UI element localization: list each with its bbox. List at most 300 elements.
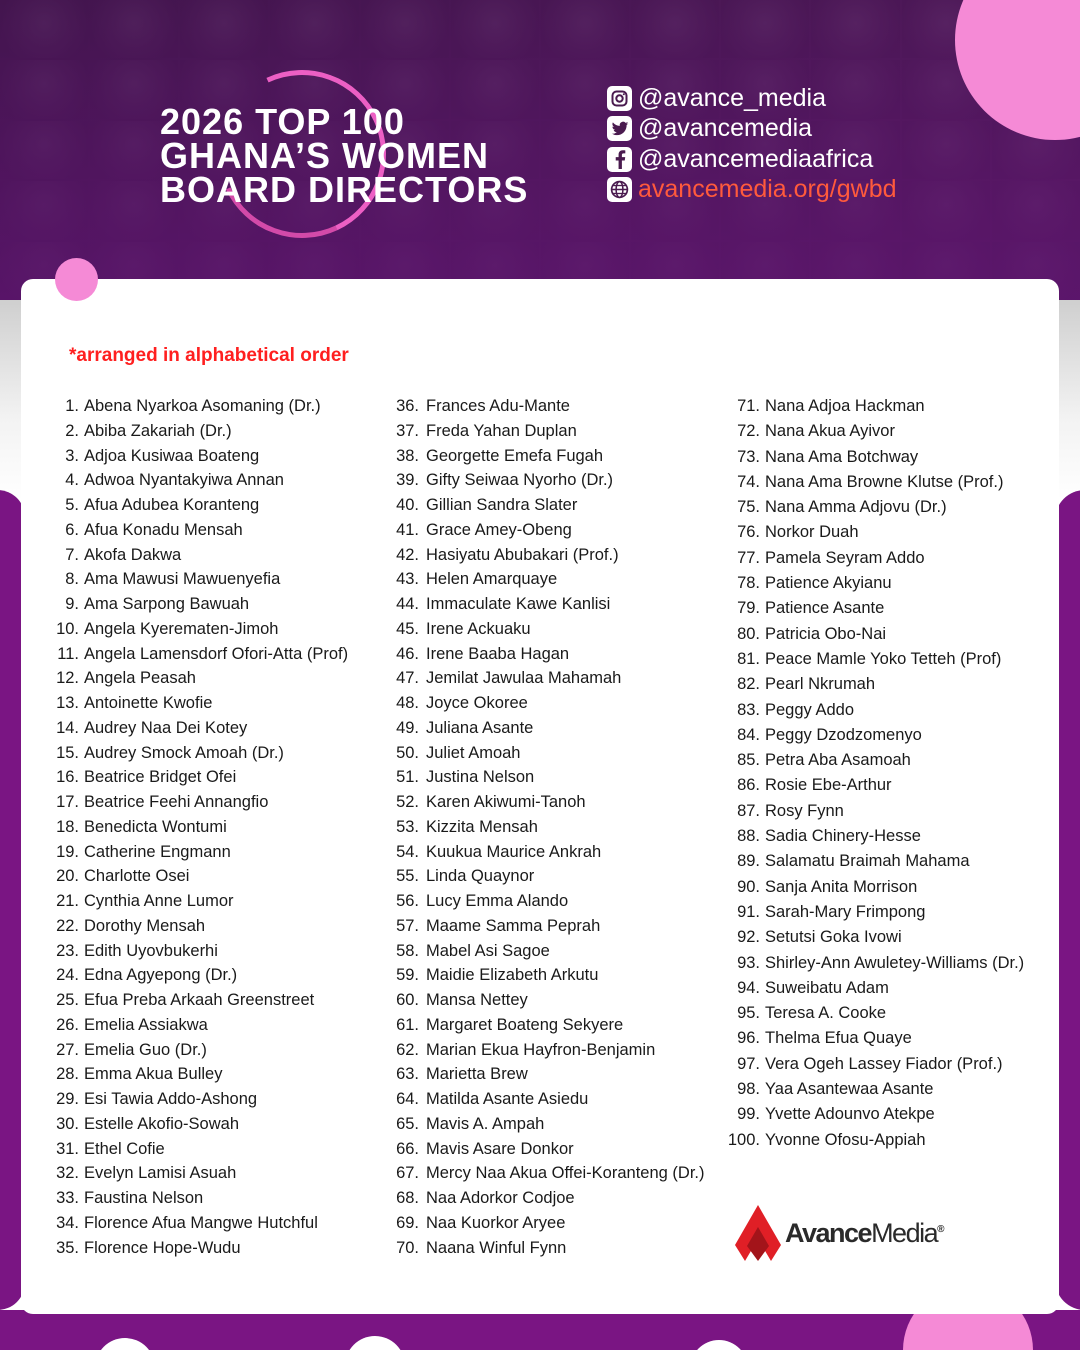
list-item-number: 26.: [56, 1015, 79, 1034]
list-item-number: 84.: [737, 725, 760, 744]
list-item-number: 6.: [65, 520, 79, 539]
twitter-icon: [607, 116, 632, 141]
list-item: [50, 840, 348, 865]
bottom-dot-decoration: [345, 1336, 405, 1350]
list-item-number: 42.: [396, 545, 419, 564]
list-item-number: 63.: [396, 1065, 419, 1084]
list-item-name: Nana Amma Adjovu (Dr.): [765, 498, 947, 517]
list-item: [50, 716, 348, 741]
list-item-number: 35.: [56, 1238, 79, 1257]
list-item-name: Adjoa Kusiwaa Boateng: [84, 446, 260, 465]
list-item: [50, 765, 348, 790]
list-item-name: Freda Yahan Duplan: [426, 421, 577, 440]
list-item-number: 80.: [737, 624, 760, 643]
list-item-number: 40.: [396, 496, 419, 514]
list-item-number: 62.: [396, 1040, 419, 1059]
list-item-number: 75.: [737, 498, 760, 517]
list-item-number: 99.: [737, 1105, 760, 1124]
list-item-number: 18.: [56, 817, 79, 836]
list-item: [727, 1077, 1024, 1102]
list-item-number: 57.: [396, 916, 419, 935]
list-item: [727, 824, 1024, 849]
list-item: [390, 963, 704, 988]
list-item-number: 54.: [396, 842, 419, 861]
list-item-number: 15.: [56, 743, 79, 762]
list-item: [390, 1186, 704, 1211]
list-item: [390, 840, 704, 865]
list-item-number: 67.: [396, 1164, 419, 1183]
list-item-number: 64.: [396, 1090, 419, 1108]
list-item: [727, 622, 1024, 647]
list-item-name: Vera Ogeh Lassey Fiador (Prof.): [765, 1054, 1003, 1073]
list-item: [50, 1062, 348, 1087]
list-item-name: Esi Tawia Addo-Ashong: [84, 1090, 258, 1108]
list-item-name: Peggy Dzodzomenyo: [765, 725, 922, 744]
list-item-name: Yaa Asantewaa Asante: [765, 1080, 934, 1099]
list-item-number: 88.: [737, 827, 760, 846]
list-item-number: 98.: [737, 1080, 760, 1099]
list-item: [390, 642, 704, 667]
list-item-name: Peace Mamle Yoko Tetteh (Prof): [765, 649, 1002, 668]
list-item-name: Catherine Engmann: [84, 842, 231, 861]
list-item-number: 31.: [56, 1139, 79, 1158]
list-item: [50, 889, 348, 914]
list-item-number: 9.: [65, 595, 79, 613]
list-item-number: 2.: [65, 421, 79, 440]
list-item-number: 32.: [56, 1164, 79, 1183]
list-item-name: Rosie Ebe-Arthur: [765, 776, 892, 795]
list-item-number: 76.: [737, 523, 760, 542]
list-item-name: Emma Akua Bulley: [84, 1065, 223, 1084]
list-item: [50, 790, 348, 815]
list-item: [727, 951, 1024, 976]
list-item-name: Angela Lamensdorf Ofori-Atta (Prof): [84, 644, 349, 663]
list-item: [727, 495, 1024, 520]
list-item-name: Cynthia Anne Lumor: [84, 892, 234, 910]
list-item-number: 43.: [396, 570, 419, 589]
list-item: [50, 394, 348, 419]
list-item-name: Justina Nelson: [426, 768, 535, 787]
list-item-number: 60.: [396, 991, 419, 1009]
list-item-number: 85.: [737, 751, 760, 770]
list-item-name: Norkor Duah: [765, 523, 859, 542]
list-item-name: Thelma Efua Quaye: [765, 1029, 912, 1048]
social-instagram[interactable]: [607, 83, 897, 113]
list-item: [390, 1062, 704, 1087]
list-item: [390, 889, 704, 914]
list-item-number: 86.: [737, 776, 760, 795]
list-item-number: 72.: [737, 422, 760, 441]
list-item: [390, 790, 704, 815]
list-item-name: Suweibatu Adam: [765, 978, 889, 997]
list-item-name: Petra Aba Asamoah: [765, 751, 911, 770]
list-item-number: 30.: [56, 1114, 79, 1133]
list-item-name: Helen Amarquaye: [426, 570, 558, 589]
list-item: [727, 394, 1024, 419]
list-item: [727, 849, 1024, 874]
list-item: [390, 468, 704, 493]
page-title: [160, 101, 580, 210]
instagram-icon: [607, 86, 632, 111]
list-item: [727, 900, 1024, 925]
list-item-number: 14.: [56, 718, 79, 737]
list-item: [727, 520, 1024, 545]
instagram-handle: @avance_media: [638, 83, 826, 112]
list-item: [50, 518, 348, 543]
list-item-number: 23.: [56, 941, 79, 960]
list-item-name: Jemilat Jawulaa Mahamah: [426, 669, 622, 688]
registered-mark: ®: [937, 1223, 943, 1235]
social-facebook[interactable]: [607, 144, 897, 174]
list-item-number: 47.: [396, 669, 419, 688]
list-item-number: 52.: [396, 793, 419, 811]
list-item-number: 48.: [396, 694, 419, 712]
list-item-number: 24.: [56, 966, 79, 985]
list-item: [390, 1236, 704, 1261]
list-item-name: Pearl Nkrumah: [765, 675, 876, 694]
list-item-name: Dorothy Mensah: [84, 916, 206, 935]
list-item-number: 13.: [56, 694, 79, 712]
list-item-number: 78.: [737, 574, 760, 593]
list-item-name: Antoinette Kwofie: [84, 694, 213, 712]
list-item: [727, 647, 1024, 672]
list-item: [390, 444, 704, 469]
list-item-number: 12.: [56, 669, 79, 688]
list-item-number: 7.: [65, 545, 79, 564]
list-item-number: 46.: [396, 644, 419, 663]
list-item: [727, 875, 1024, 900]
pink-dot-decoration: [55, 258, 98, 301]
list-item-name: Emelia Guo (Dr.): [84, 1040, 207, 1059]
list-item-number: 94.: [737, 978, 760, 997]
list-item: [50, 741, 348, 766]
list-item-number: 65.: [396, 1114, 419, 1133]
list-item: [727, 596, 1024, 621]
avance-media-logo: [735, 1205, 943, 1261]
list-item-number: 93.: [737, 953, 760, 972]
list-item-name: Peggy Addo: [765, 700, 854, 719]
list-item-name: Kizzita Mensah: [426, 817, 538, 836]
list-item: [390, 864, 704, 889]
list-item-name: Naa Adorkor Codjoe: [426, 1189, 575, 1207]
list-item-number: 17.: [56, 793, 79, 811]
list-item: [50, 1161, 348, 1186]
list-item: [390, 691, 704, 716]
list-item: [50, 617, 348, 642]
alphabetical-note: *arranged in alphabetical order: [69, 345, 349, 366]
list-item-number: 22.: [56, 916, 79, 935]
list-item-name: Charlotte Osei: [84, 867, 190, 886]
list-item: [727, 723, 1024, 748]
list-item-name: Benedicta Wontumi: [84, 817, 227, 836]
list-item: [390, 939, 704, 964]
list-item: [727, 470, 1024, 495]
list-item-name: Yvette Adounvo Atekpe: [765, 1105, 935, 1124]
list-item: [727, 571, 1024, 596]
list-item-name: Marietta Brew: [426, 1065, 528, 1084]
title-line-3: BOARD DIRECTORS: [160, 169, 529, 210]
list-item-number: 71.: [737, 397, 760, 415]
list-item: [390, 493, 704, 518]
list-item-name: Naana Winful Fynn: [426, 1238, 567, 1257]
list-item-number: 50.: [396, 743, 419, 762]
list-item-number: 27.: [56, 1040, 79, 1059]
list-item-name: Angela Kyerematen-Jimoh: [84, 619, 279, 638]
list-item-number: 51.: [396, 768, 419, 787]
list-item-name: Setutsi Goka Ivowi: [765, 928, 902, 947]
names-column-2: [390, 394, 704, 1260]
list-item-number: 100.: [727, 1130, 760, 1149]
list-item: [50, 1112, 348, 1137]
list-item-number: 25.: [56, 991, 79, 1009]
list-item: [50, 567, 348, 592]
list-item: [50, 1038, 348, 1063]
list-item-name: Immaculate Kawe Kanlisi: [426, 595, 611, 613]
list-item: [727, 773, 1024, 798]
list-item-name: Georgette Emefa Fugah: [426, 446, 604, 465]
list-item-name: Abiba Zakariah (Dr.): [84, 421, 232, 440]
list-item-name: Mavis Asare Donkor: [426, 1139, 574, 1158]
facebook-handle: @avancemediaafrica: [638, 144, 874, 173]
list-item-name: Frances Adu-Mante: [426, 397, 570, 415]
list-item-name: Margaret Boateng Sekyere: [426, 1015, 624, 1034]
list-item-name: Mavis A. Ampah: [426, 1114, 545, 1133]
list-item-name: Nana Akua Ayivor: [765, 422, 895, 441]
list-item-number: 39.: [396, 471, 419, 490]
list-item: [50, 493, 348, 518]
list-item-name: Patience Asante: [765, 599, 885, 618]
list-item-number: 74.: [737, 472, 760, 491]
globe-icon: [607, 177, 632, 202]
list-item: [50, 468, 348, 493]
list-item-name: Faustina Nelson: [84, 1189, 204, 1207]
list-item-name: Ama Sarpong Bawuah: [84, 595, 250, 613]
list-item: [50, 642, 348, 667]
list-item: [50, 864, 348, 889]
list-item-name: Salamatu Braimah Mahama: [765, 852, 970, 871]
list-item-number: 5.: [65, 496, 79, 514]
list-item-name: Angela Peasah: [84, 669, 196, 688]
list-item-name: Akofa Dakwa: [84, 545, 182, 564]
list-item-name: Yvonne Ofosu-Appiah: [765, 1130, 926, 1149]
list-item-name: Afua Adubea Koranteng: [84, 496, 260, 514]
list-item-number: 90.: [737, 877, 760, 896]
list-item-number: 41.: [396, 520, 419, 539]
list-item: [727, 799, 1024, 824]
list-item-number: 56.: [396, 892, 419, 910]
list-item-name: Edith Uyovbukerhi: [84, 941, 218, 960]
title-line-2: GHANA’S WOMEN: [160, 135, 490, 176]
list-item-number: 73.: [737, 447, 760, 466]
list-item-number: 29.: [56, 1090, 79, 1108]
list-item-name: Beatrice Bridget Ofei: [84, 768, 237, 787]
list-item: [727, 698, 1024, 723]
list-item-name: Matilda Asante Asiedu: [426, 1090, 589, 1108]
list-item-name: Irene Ackuaku: [426, 619, 531, 638]
list-item: [727, 546, 1024, 571]
list-item: [727, 1102, 1024, 1127]
list-item: [50, 691, 348, 716]
list-item-name: Grace Amey-Obeng: [426, 520, 572, 539]
list-item-number: 92.: [737, 928, 760, 947]
list-item-name: Kuukua Maurice Ankrah: [426, 842, 602, 861]
list-item-number: 28.: [56, 1065, 79, 1084]
list-item: [50, 963, 348, 988]
list-item: [50, 939, 348, 964]
website-link[interactable]: avancemedia.org/gwbd: [638, 175, 897, 203]
list-item-name: Beatrice Feehi Annangfio: [84, 793, 269, 811]
list-item-name: Afua Konadu Mensah: [84, 520, 243, 539]
bottom-dot-decoration: [95, 1338, 155, 1350]
list-item-name: Emelia Assiakwa: [84, 1015, 208, 1034]
list-item-name: Nana Adjoa Hackman: [765, 397, 925, 415]
list-item: [50, 914, 348, 939]
list-item-name: Naa Kuorkor Aryee: [426, 1213, 566, 1232]
list-item: [390, 765, 704, 790]
list-item-name: Linda Quaynor: [426, 867, 535, 886]
list-item: [390, 419, 704, 444]
list-item-number: 97.: [737, 1054, 760, 1073]
bottom-dot-decoration: [690, 1340, 748, 1350]
list-item-name: Abena Nyarkoa Asomaning (Dr.): [84, 397, 321, 415]
list-item: [727, 925, 1024, 950]
list-item-number: 45.: [396, 619, 419, 638]
list-item-number: 34.: [56, 1213, 79, 1232]
list-item: [50, 592, 348, 617]
list-item-name: Efua Preba Arkaah Greenstreet: [84, 991, 315, 1009]
list-item-name: Mabel Asi Sagoe: [426, 941, 550, 960]
list-item-name: Hasiyatu Abubakari (Prof.): [426, 545, 619, 564]
list-item: [727, 445, 1024, 470]
list-item-name: Mansa Nettey: [426, 991, 528, 1009]
list-item: [50, 1211, 348, 1236]
list-item-number: 53.: [396, 817, 419, 836]
list-item: [390, 815, 704, 840]
social-website[interactable]: [607, 175, 897, 205]
list-item-name: Sadia Chinery-Hesse: [765, 827, 921, 846]
list-item: [727, 748, 1024, 773]
list-item-name: Juliana Asante: [426, 718, 534, 737]
list-item-name: Shirley-Ann Awuletey-Williams (Dr.): [765, 953, 1025, 972]
list-item-number: 38.: [396, 446, 419, 465]
list-item-name: Ethel Cofie: [84, 1139, 165, 1158]
list-item: [390, 1013, 704, 1038]
list-item-name: Maame Samma Peprah: [426, 916, 601, 935]
list-item-number: 55.: [396, 867, 419, 886]
list-item-number: 11.: [57, 644, 79, 663]
list-item-name: Joyce Okoree: [426, 694, 528, 712]
list-item-name: Marian Ekua Hayfron-Benjamin: [426, 1040, 656, 1059]
list-item-number: 69.: [396, 1213, 419, 1232]
header-banner: [0, 0, 1080, 300]
list-item: [50, 444, 348, 469]
list-item-name: Teresa A. Cooke: [765, 1004, 887, 1023]
list-item-number: 44.: [396, 595, 419, 613]
list-item-name: Lucy Emma Alando: [426, 892, 569, 910]
list-item-number: 70.: [396, 1238, 419, 1257]
list-item: [50, 1186, 348, 1211]
list-item: [390, 741, 704, 766]
list-item: [390, 1038, 704, 1063]
list-item: [727, 1001, 1024, 1026]
list-item-name: Audrey Naa Dei Kotey: [84, 718, 248, 737]
list-item-name: Gifty Seiwaa Nyorho (Dr.): [426, 471, 614, 490]
list-item: [727, 1026, 1024, 1051]
list-item-name: Florence Afua Mangwe Hutchful: [84, 1213, 318, 1232]
social-twitter[interactable]: [607, 114, 897, 144]
list-item-name: Maidie Elizabeth Arkutu: [426, 966, 599, 985]
list-item-name: Estelle Akofio-Sowah: [84, 1114, 240, 1133]
list-item-name: Juliet Amoah: [426, 743, 521, 762]
list-item-name: Irene Baaba Hagan: [426, 644, 570, 663]
list-item-name: Nana Ama Botchway: [765, 447, 919, 466]
list-item-number: 82.: [737, 675, 760, 694]
list-item-name: Adwoa Nyantakyiwa Annan: [84, 471, 284, 490]
list-item-number: 79.: [737, 599, 760, 618]
list-item-number: 96.: [737, 1029, 760, 1048]
avance-media-logo-icon: [735, 1205, 781, 1261]
list-item-name: Mercy Naa Akua Offei-Koranteng (Dr.): [426, 1164, 705, 1183]
list-item: [390, 617, 704, 642]
list-item: [50, 1087, 348, 1112]
list-item: [390, 1211, 704, 1236]
list-item-number: 87.: [737, 801, 760, 820]
list-item: [390, 394, 704, 419]
list-item-number: 49.: [396, 718, 419, 737]
list-item-name: Pamela Seyram Addo: [765, 548, 925, 567]
list-item-number: 21.: [56, 892, 79, 910]
list-item: [727, 419, 1024, 444]
list-item-number: 19.: [56, 842, 79, 861]
list-item: [390, 988, 704, 1013]
list-item-number: 10.: [56, 619, 79, 638]
list-item: [50, 1137, 348, 1162]
list-item-number: 58.: [396, 941, 419, 960]
list-item-number: 1.: [65, 397, 79, 415]
list-item: [50, 666, 348, 691]
list-item: [727, 672, 1024, 697]
names-column-3: [727, 394, 1024, 1153]
list-item-number: 8.: [65, 570, 79, 589]
list-item: [727, 1052, 1024, 1077]
list-item-name: Florence Hope-Wudu: [84, 1238, 241, 1257]
list-item-name: Karen Akiwumi-Tanoh: [426, 793, 586, 811]
list-item-number: 91.: [737, 902, 760, 921]
list-item: [727, 1128, 1024, 1153]
list-item-name: Rosy Fynn: [765, 801, 844, 820]
title-line-1: 2026 TOP 100: [160, 101, 405, 142]
list-item: [390, 1112, 704, 1137]
list-item: [50, 1013, 348, 1038]
list-item: [390, 518, 704, 543]
list-item: [727, 976, 1024, 1001]
list-item-number: 4.: [65, 471, 79, 490]
logo-word-light: Media: [871, 1217, 938, 1248]
list-item: [390, 567, 704, 592]
list-item-name: Audrey Smock Amoah (Dr.): [84, 743, 284, 762]
logo-word-bold: Avance: [785, 1217, 872, 1248]
list-item-name: Nana Ama Browne Klutse (Prof.): [765, 472, 1004, 491]
list-item-name: Sanja Anita Morrison: [765, 877, 918, 896]
list-item-number: 89.: [737, 852, 760, 871]
list-item: [50, 1236, 348, 1261]
list-item-name: Gillian Sandra Slater: [426, 496, 578, 514]
list-item-number: 81.: [737, 649, 760, 668]
list-item-number: 33.: [56, 1189, 79, 1207]
list-item-number: 77.: [737, 548, 760, 567]
list-item-number: 59.: [396, 966, 419, 985]
list-item: [390, 666, 704, 691]
